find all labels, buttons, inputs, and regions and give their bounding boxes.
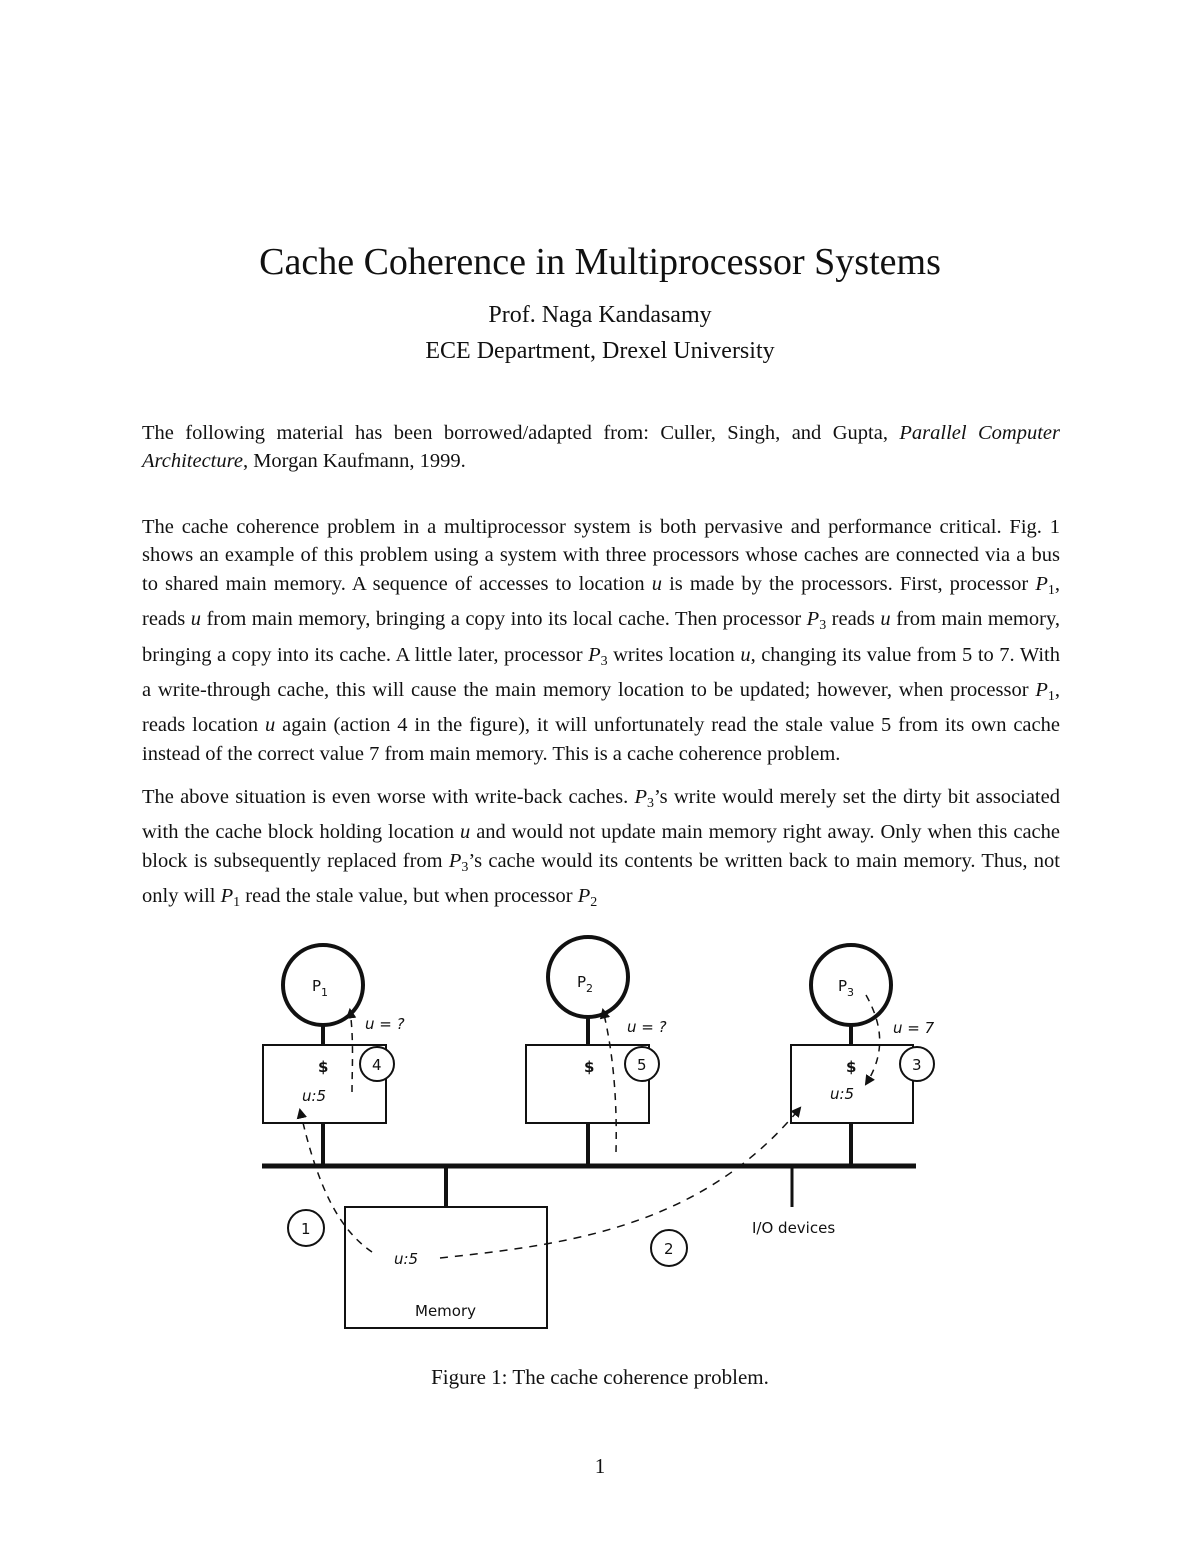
author-affiliation: ECE Department, Drexel University — [425, 338, 775, 364]
page-number: 1 — [594, 1454, 606, 1478]
cache-p3-label: $ — [846, 1058, 857, 1076]
author-name: Prof. Naga Kandasamy — [488, 302, 712, 328]
step-4-arrow — [350, 1010, 353, 1092]
cache-p3-value: u:5 — [830, 1085, 855, 1103]
cache-coherence-diagram — [255, 935, 935, 1335]
book-title: Parallel Computer Architecture — [142, 422, 1060, 473]
processor-p2 — [526, 937, 667, 1166]
step-2-number: 2 — [664, 1240, 674, 1258]
cache-p1-label: $ — [318, 1058, 329, 1076]
step-3-arrow — [866, 995, 880, 1084]
intro-paragraph: The cache coherence problem in a multiprocessor system is both pervasive and performance critical. Fig. 1 shows an example of this problem using a system with three processors whose caches are connected via a bus to shared main memory. A sequence of accesses to location u is made by the processors. First, processor $P_1$, reads u from main memory, bringing a copy into its local cache. Then processor $P_3$ reads u from main memory, bringing a copy into its cache. A little later, processor $P_3$ writes location u, changing its value from 5 to 7. With a write-through cache, this will cause the main memory location to be updated; however, when processor $P_1$, reads location u again (action 4 in the figure), it will unfortunately read the stale value 5 from its own cache instead of the correct value 7 from main memory. This is a cache coherence problem. — [142, 516, 1061, 765]
step-3-number: 3 — [912, 1056, 922, 1074]
cache-p1-value: u:5 — [302, 1087, 327, 1105]
p3-query: u = 7 — [893, 1019, 935, 1037]
step-5-arrow — [603, 1010, 616, 1152]
step-5-number: 5 — [637, 1056, 647, 1074]
document-title: Cache Coherence in Multiprocessor Systems — [259, 241, 941, 283]
processor-p3-label: $P_3$ — [838, 977, 855, 999]
processor-p3 — [791, 945, 935, 1166]
step-4-number: 4 — [372, 1056, 382, 1074]
processor-p2-label: $P_2$ — [577, 973, 594, 995]
processor-p2-circle — [548, 937, 628, 1017]
step-1-number: 1 — [301, 1220, 311, 1238]
processor-p1-label: $P_1$ — [312, 977, 329, 999]
p1-query: u = ? — [365, 1015, 405, 1033]
cache-p3 — [791, 1045, 913, 1123]
memory-value: u:5 — [394, 1250, 419, 1268]
writeback-paragraph: The above situation is even worse with write-back caches. $P_3’s$ write would merely set the dirty bit associated with the cache block holding location u and would not update main memory right away. Only when this cache block is subsequently replaced from $P_3’s$ cache would its contents be written back to main memory. Thus, not only will $P_1$ read the stale value, but when processor $P_2$ — [142, 786, 1060, 911]
step-2-arrow — [440, 1108, 800, 1258]
processor-p1 — [263, 945, 405, 1166]
figure-caption: Figure 1: The cache coherence problem. — [431, 1365, 769, 1389]
cache-p2-label: $ — [584, 1058, 595, 1076]
p2-query: u = ? — [627, 1018, 667, 1036]
source-paragraph: The following material has been borrowed/adapted from: Culler, Singh, and Gupta, Parallel Computer Architecture, Morgan Kaufmann, 1999. — [142, 422, 1060, 473]
processor-p3-circle — [811, 945, 891, 1025]
io-devices-label: I/O devices — [752, 1219, 836, 1237]
memory-label: Memory — [415, 1302, 477, 1320]
main-memory — [345, 1166, 547, 1328]
